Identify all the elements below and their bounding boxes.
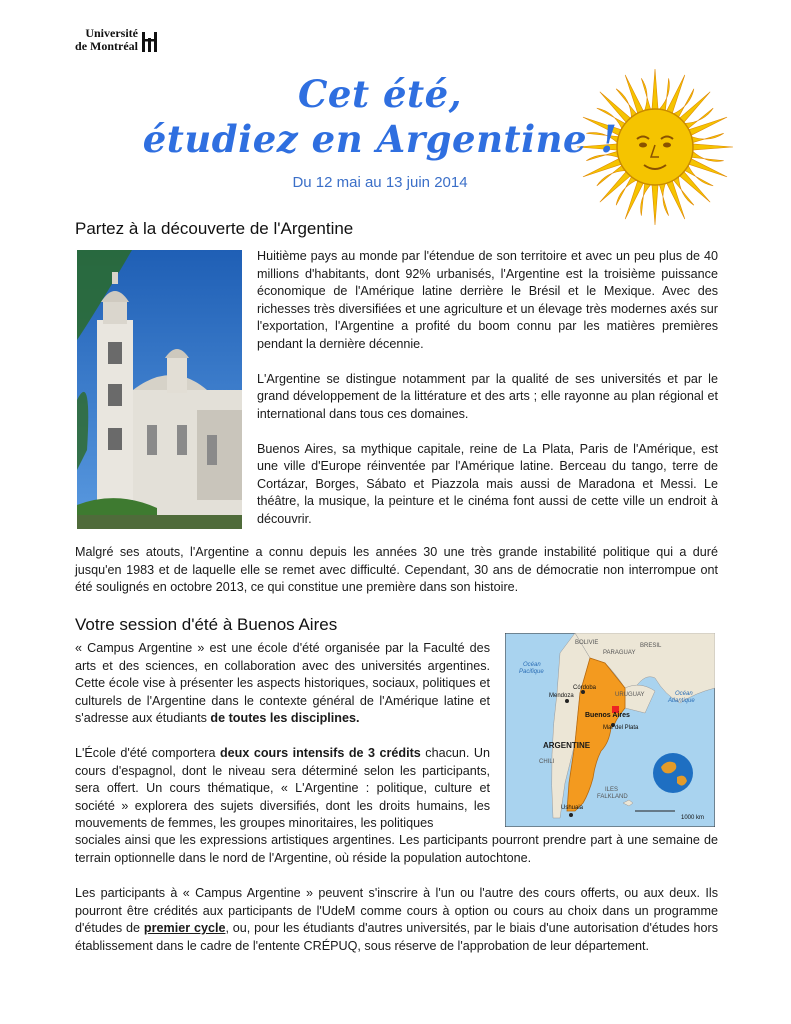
sun-ray bbox=[667, 75, 685, 113]
map-label-ocean-pacifique-2: Pacifique bbox=[519, 669, 544, 675]
paragraph: sociales ainsi que les expressions artistiques argentines. Les participants pourront prendre part à une semaine de terrain optionnelle dans le nord de l'Argentine, où réside la population autochtone. bbox=[75, 833, 718, 865]
map-label-iles: ILES bbox=[605, 787, 619, 793]
paragraph: Malgré ses atouts, l'Argentine a connu depuis les années 30 une très grande instabilité politique qui a duré jusqu'en 1983 et de laquelle elle se remet avec difficulté. Cependant, 30 ans de démocratie non interrompue ont été soulignés en octobre 2013, ce qui constitue une première dans son histoire. bbox=[75, 545, 718, 594]
paragraph: Les participants à « Campus Argentine » peuvent s'inscrire à l'un ou l'autre des cours offerts, ou aux deux. Ils pourront être crédités aux participants de l'UdeM comme cours à option ou cours au choix dans un programme d'études de premier cycle, ou, pour les étudiants d'autres universités, par le biais d'une autorisation d'études hors établissement dans le cadre de l'entente CRÉPUQ, sous réserve de l'approbation de leur département. bbox=[75, 886, 719, 953]
map-label-ushuaia: Ushuaia bbox=[561, 805, 584, 811]
map-label-chili: CHILI bbox=[539, 759, 555, 765]
map-scale-label: 1000 km bbox=[681, 815, 705, 821]
map-label-buenos-aires: Buenos Aires bbox=[585, 712, 630, 719]
map-label-cordoba: Córdoba bbox=[573, 685, 597, 691]
paragraph: L'École d'été comportera deux cours intensifs de 3 crédits chacun. Un cours d'espagnol, dont le niveau sera déterminé selon les participants, sera offert. Un cours thématique, « L'Argentine : politique, culture et société » explorera des sujets diversifiés, dont les droits humains, les mouvements de femmes, les groupes minoritaires, les politiques bbox=[75, 746, 490, 830]
universite-de-montreal-logo bbox=[74, 27, 164, 63]
sun-ray bbox=[659, 78, 669, 110]
argentina-map bbox=[505, 633, 715, 827]
sun-ray bbox=[692, 133, 724, 142]
paragraph: Huitième pays au monde par l'étendue de son territoire et avec un peu plus de 40 millions d'habitants, dont 92% urbanisés, l'Argentine est la troisième puissance économique de l'Amérique latine derrière le Brésil et le Mexique. Avec des richesses très diversifiées et une agriculture et un élevage très modernes axés sur l'exportation, l'Argentine a profité du boom connu par les matières premières pendant la dernière décennie. bbox=[257, 249, 718, 351]
sun-ray bbox=[689, 117, 727, 135]
map-label-mar-del-plata: Mar del Plata bbox=[603, 725, 639, 731]
sun-ray bbox=[659, 184, 668, 216]
logo-line-2: de Montréal bbox=[75, 39, 138, 53]
map-label-ocean-pacifique: Océan bbox=[523, 662, 541, 668]
emphasis: de toutes les disciplines. bbox=[210, 711, 360, 725]
map-label-uruguay: URUGUAY bbox=[615, 692, 645, 698]
sun-ray bbox=[667, 181, 685, 219]
sun-ray bbox=[693, 144, 733, 150]
paragraph: Buenos Aires, sa mythique capitale, reine de La Plata, Paris de l'Amérique, est une ville d'Europe réinventée par l'Amérique latine. Berceau du tango, terre de Cortázar, Borges, Sábato et Piazzola mais aussi de Maradona et Messi. Le théâtre, la musique, la peinture et le cinéma font aussi de cette ville un endroit à découvrir. bbox=[257, 441, 718, 526]
session-text-block bbox=[75, 640, 490, 833]
map-label-ocean-atlantique: Océan bbox=[675, 691, 693, 697]
emphasis: deux cours intensifs de 3 crédits bbox=[219, 746, 421, 760]
map-label-bresil: BRESIL bbox=[640, 643, 662, 649]
sun-ray bbox=[692, 151, 724, 161]
emphasis-link: premier cycle bbox=[143, 921, 226, 935]
map-label-ocean-atlantique-2: Atlantique bbox=[668, 698, 695, 704]
udem-mark-icon bbox=[141, 30, 159, 54]
paragraph: « Campus Argentine » est une école d'été organisée par la Faculté des arts et des sciences, en collaboration avec des universités argentines. Cette école vise à présenter les aspects historiques, sociaux, politiques et culturels de l'Argentine dans le contexte général de l'Amérique latine et s'adresse aux étudiants de toutes les disciplines. bbox=[75, 641, 490, 725]
map-label-argentine: ARGENTINE bbox=[543, 741, 591, 750]
session-dates: Du 12 mai au 13 juin 2014 bbox=[292, 174, 468, 191]
paragraph: L'Argentine se distingue notamment par la qualité de ses universités et par le grand développement de la littérature et des arts ; elle rayonne au plan régional et international dans tous ces domaines. bbox=[257, 371, 718, 421]
section-heading-session: Votre session d'été à Buenos Aires bbox=[75, 615, 338, 634]
cathedral-photo bbox=[77, 250, 242, 529]
page-title bbox=[100, 72, 660, 162]
section-heading-discover: Partez à la découverte de l'Argentine bbox=[75, 219, 354, 238]
sun-ray bbox=[689, 159, 727, 177]
logo-line-1: Université bbox=[85, 26, 138, 40]
title-line-2: étudiez en Argentine ! bbox=[142, 117, 618, 161]
map-label-paraguay: PARAGUAY bbox=[603, 650, 636, 656]
map-label-mendoza: Mendoza bbox=[549, 693, 574, 699]
intro-text-block bbox=[257, 248, 718, 528]
map-label-bolivie: BOLIVIE bbox=[575, 640, 599, 646]
map-label-falkland: FALKLAND bbox=[597, 794, 628, 800]
title-line-1: Cet été, bbox=[297, 72, 462, 116]
